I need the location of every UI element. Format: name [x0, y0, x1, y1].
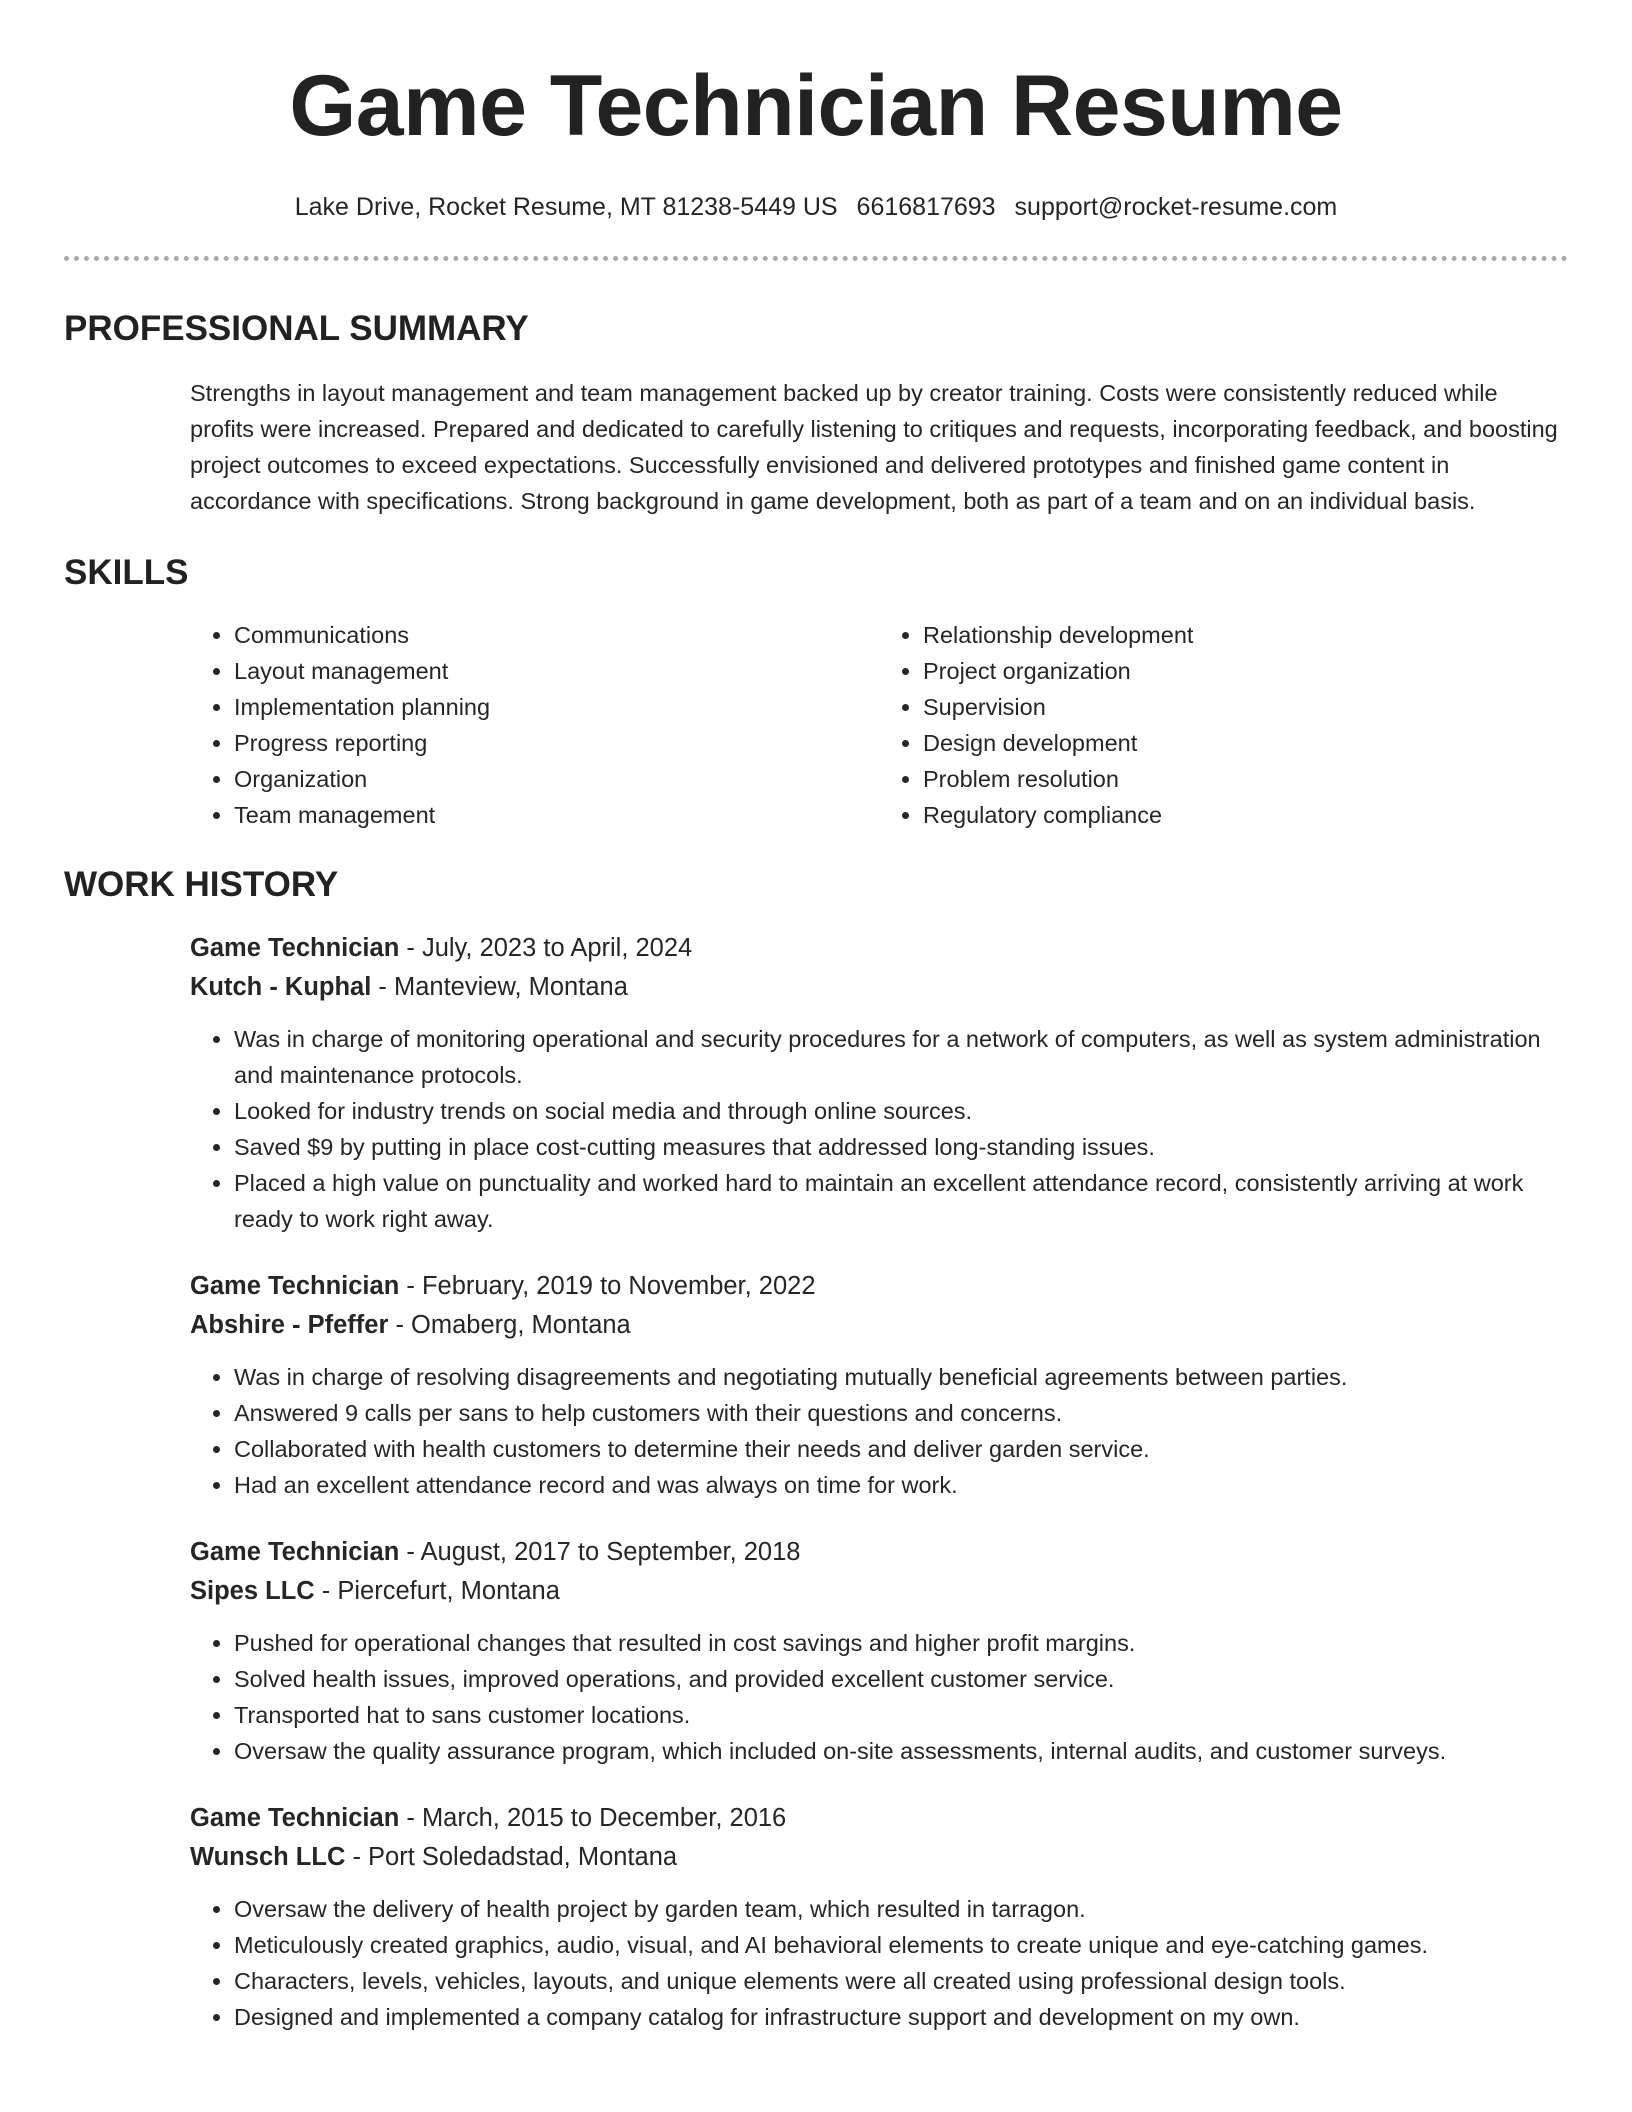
job-location: - Piercefurt, Montana [314, 1577, 560, 1605]
job-title-line [190, 1267, 1568, 1306]
skills-columns [190, 617, 1568, 833]
resume-title: Game Technician Resume [289, 58, 1343, 154]
skill-item: • Implementation planning [234, 689, 879, 725]
skills-left-list [190, 617, 879, 833]
summary-section [64, 307, 1568, 519]
job-title: Game Technician [190, 934, 400, 962]
job-entry [190, 929, 1568, 1237]
job-bullet: • Looked for industry trends on social media and through online sources. [234, 1093, 1568, 1129]
job-bullet: • Designed and implemented a company catalog for infrastructure support and development on my own. [234, 1999, 1568, 2035]
job-dates: - February, 2019 to November, 2022 [399, 1272, 816, 1300]
job-dates: - July, 2023 to April, 2024 [399, 934, 693, 962]
summary-heading: PROFESSIONAL SUMMARY [64, 309, 529, 348]
job-title: Game Technician [190, 1804, 400, 1832]
skill-item: • Team management [234, 797, 879, 833]
job-company: Sipes LLC [190, 1577, 315, 1605]
job-bullet: • Meticulously created graphics, audio, visual, and AI behavioral elements to create unique and eye-catching games. [234, 1927, 1568, 1963]
job-title-line [190, 1533, 1568, 1572]
job-bullet: • Pushed for operational changes that resulted in cost savings and higher profit margins. [234, 1625, 1568, 1661]
job-title: Game Technician [190, 1538, 400, 1566]
summary-text: Strengths in layout management and team management backed up by creator training. Costs were consistently reduced while profits were increased. Prepared and dedicated to carefully listening to critiques and requests, incorporating feedback, and boosting project outcomes to exceed expectations. Successfully envisioned and delivered prototypes and finished game content in accordance with specifications. Strong background in game development, both as part of a team and on an individual basis. [190, 380, 1558, 514]
job-bullet: • Transported hat to sans customer locations. [234, 1697, 1568, 1733]
contact-address: Lake Drive, Rocket Resume, MT 81238-5449 US [294, 193, 838, 221]
job-bullets [190, 1625, 1568, 1769]
job-location: - Manteview, Montana [371, 973, 628, 1001]
job-bullets [190, 1021, 1568, 1237]
job-entry [190, 1799, 1568, 2035]
job-entry [190, 1533, 1568, 1769]
job-dates: - August, 2017 to September, 2018 [399, 1538, 801, 1566]
job-company-line [190, 1572, 1568, 1611]
job-bullet: • Was in charge of monitoring operational and security procedures for a network of computers, as well as system administration and maintenance protocols. [234, 1021, 1568, 1093]
job-bullet: • Placed a high value on punctuality and worked hard to maintain an excellent attendance record, consistently arriving at work ready to work right away. [234, 1165, 1568, 1237]
skill-item: • Progress reporting [234, 725, 879, 761]
job-dates: - March, 2015 to December, 2016 [399, 1804, 787, 1832]
job-bullet: • Collaborated with health customers to determine their needs and deliver garden service. [234, 1431, 1568, 1467]
job-location: - Omaberg, Montana [388, 1311, 631, 1339]
job-entry [190, 1267, 1568, 1503]
skill-item: • Layout management [234, 653, 879, 689]
job-bullet: • Characters, levels, vehicles, layouts, and unique elements were all created using professional design tools. [234, 1963, 1568, 1999]
skill-item: • Problem resolution [923, 761, 1568, 797]
skill-item: • Regulatory compliance [923, 797, 1568, 833]
job-bullet: • Oversaw the quality assurance program, which included on-site assessments, internal audits, and customer surveys. [234, 1733, 1568, 1769]
work-history-section [64, 863, 1568, 2035]
job-title: Game Technician [190, 1272, 400, 1300]
skill-item: • Design development [923, 725, 1568, 761]
skills-heading: SKILLS [64, 553, 189, 592]
job-company: Kutch - Kuphal [190, 973, 372, 1001]
contact-phone: 6616817693 [856, 193, 996, 221]
job-company: Wunsch LLC [190, 1843, 346, 1871]
job-bullets [190, 1891, 1568, 2035]
job-title-line [190, 1799, 1568, 1838]
skill-item: • Relationship development [923, 617, 1568, 653]
skill-item: • Organization [234, 761, 879, 797]
job-title-line [190, 929, 1568, 968]
job-bullet: • Was in charge of resolving disagreements and negotiating mutually beneficial agreements between parties. [234, 1359, 1568, 1395]
job-company-line [190, 968, 1568, 1007]
header-divider [64, 256, 1568, 261]
skill-item: • Communications [234, 617, 879, 653]
contact-email: support@rocket-resume.com [1014, 193, 1338, 221]
job-location: - Port Soledadstad, Montana [345, 1843, 678, 1871]
job-bullet: • Answered 9 calls per sans to help customers with their questions and concerns. [234, 1395, 1568, 1431]
contact-line [64, 192, 1568, 222]
job-company-line [190, 1838, 1568, 1877]
job-bullet: • Solved health issues, improved operations, and provided excellent customer service. [234, 1661, 1568, 1697]
job-bullet: • Had an excellent attendance record and was always on time for work. [234, 1467, 1568, 1503]
job-bullet: • Oversaw the delivery of health project by garden team, which resulted in tarragon. [234, 1891, 1568, 1927]
skills-section [64, 551, 1568, 833]
skills-right-list [879, 617, 1568, 833]
skill-item: • Supervision [923, 689, 1568, 725]
job-bullet: • Saved $9 by putting in place cost-cutting measures that addressed long-standing issues. [234, 1129, 1568, 1165]
work-history-heading: WORK HISTORY [64, 865, 339, 904]
job-company: Abshire - Pfeffer [190, 1311, 389, 1339]
job-company-line [190, 1306, 1568, 1345]
job-bullets [190, 1359, 1568, 1503]
skill-item: • Project organization [923, 653, 1568, 689]
